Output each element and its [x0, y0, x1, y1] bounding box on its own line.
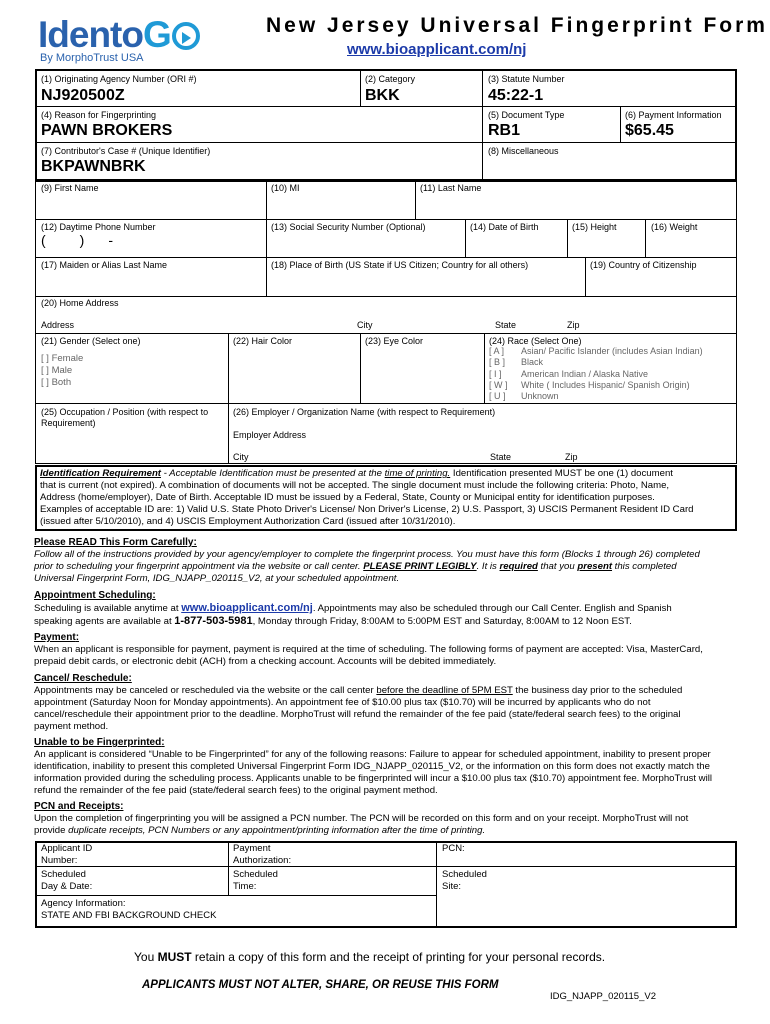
agency-information-label: Agency Information: STATE AND FBI BACKGROUND CHECK — [41, 898, 217, 921]
idento-go-logo — [38, 14, 200, 56]
appointment-scheduling-text: Scheduling is available anytime at www.bioapplicant.com/nj. Appointments may also be scheduled through our Call Center. English and Spanish speaking agents are available at 1-877-503-5981, Monday through Friday, 8:00AM to 5:00PM EST and Saturday, 8:00AM to 12 Noon EST. — [34, 602, 672, 627]
read-carefully-heading: Please READ This Form Carefully: — [34, 537, 197, 548]
logo-arrow-icon — [172, 22, 200, 50]
ori-value[interactable]: NJ920500Z — [41, 87, 125, 104]
appointment-scheduling-heading: Appointment Scheduling: — [34, 590, 156, 601]
pcn-label: PCN: — [442, 843, 465, 854]
race-option-a[interactable]: [ A ] Asian/ Pacific Islander (includes Asian Indian) — [489, 346, 703, 356]
pcn-receipts-text: Upon the completion of fingerprinting you will be assigned a PCN number. The PCN will be recorded on this form and on your receipt. MorphoTrust will not provide duplicate receipts, PCN Numbers or any appointment/printing information after the time of printing. — [34, 813, 689, 836]
employer-label: (26) Employer / Organization Name (with respect to Requirement) — [233, 407, 496, 417]
identification-requirement-text: Identification Requirement - Acceptable Identification must be presented at the time of printing. Identification presented MUST be one (1) document that is current (not expired). A combination of documents will not be accepted. The single document must include the following criteria: Photo, Name, Address (home/employer), Date of Birth. Acceptable ID must be issued by a Federal, State, County or Municipal entity for identification purposes. Examples of acceptable ID are: 1) Valid U.S. State Photo Driver's License/ Non Driver's License, 2) U.S. Passport, 3) USCIS Permanent Resident ID Card (issued after 5/10/2010), and 4) USCIS Employment Authorization Card (issued after 10/31/2010). — [40, 468, 694, 527]
phone-close-paren: ) — [79, 232, 85, 248]
occupation-label-1: (25) Occupation / Position (with respect to — [41, 407, 209, 417]
unable-fingerprinted-text: An applicant is considered “Unable to be Fingerprinted” for any of the following reasons: Failure to appear for scheduled appointment, inability to present proper identification, inability to present this completed Universal Fingerprint Form IDG_NJAPP_020115_V2, or the information on this form does not exactly match the information provided during the scheduling process. Applicants unable to be fingerprinted will incur a $10.00 plus tax ($10.70) appointment fee. MorphoTrust will refund the remainder of the fee paid (state/federal search fees) to the original payment method. — [34, 749, 712, 796]
gender-female-checkbox[interactable]: [ ] — [41, 353, 49, 364]
reason-label: (4) Reason for Fingerprinting — [41, 110, 157, 120]
home-address-city-label: City — [357, 320, 373, 330]
form-id: IDG_NJAPP_020115_V2 — [550, 991, 656, 1002]
first-name-label: (9) First Name — [41, 183, 99, 193]
eye-color-label: (23) Eye Color — [365, 336, 424, 346]
employer-state-label: State — [490, 452, 512, 462]
phone-label: (12) Daytime Phone Number — [41, 222, 156, 232]
last-name-label: (11) Last Name — [420, 183, 482, 193]
contributor-case-label: (7) Contributor's Case # (Unique Identifier) — [41, 146, 211, 156]
home-address-state-label: State — [495, 320, 517, 330]
document-type-label: (5) Document Type — [488, 110, 565, 120]
logo-text-idento: Idento — [38, 14, 143, 55]
call-center-phone: 1-877-503-5981 — [174, 615, 253, 627]
scheduled-date-label: Scheduled Day & Date: — [41, 869, 93, 892]
employer-city-label: City — [233, 452, 249, 462]
race-option-b[interactable]: [ B ] Black — [489, 357, 544, 368]
logo-text-g: G — [142, 14, 171, 55]
payment-info-value[interactable]: $65.45 — [625, 122, 674, 139]
pcn-receipts-heading: PCN and Receipts: — [34, 801, 124, 812]
hair-color-label: (22) Hair Color — [233, 336, 293, 346]
citizenship-label: (19) Country of Citizenship — [590, 260, 697, 270]
payment-authorization-label: Payment Authorization: — [233, 843, 292, 866]
gender-option-female[interactable]: [ ] Female — [41, 353, 84, 364]
payment-text: When an applicant is responsible for payment, payment is required at the time of scheduling. The following forms of payment are accepted: Visa, MasterCard, prepaid debit cards, or electronic debit (ACH) from a checking account. Accounts will be debited immediately. — [34, 644, 703, 667]
home-address-zip-label: Zip — [567, 320, 580, 330]
maiden-name-label: (17) Maiden or Alias Last Name — [41, 260, 168, 270]
middle-initial-label: (10) MI — [271, 183, 300, 193]
gender-male-checkbox[interactable]: [ ] — [41, 365, 49, 376]
home-address-street-label: Address — [41, 320, 75, 330]
phone-input[interactable] — [41, 232, 113, 248]
cancel-reschedule-heading: Cancel/ Reschedule: — [34, 673, 132, 684]
height-label: (15) Height — [572, 222, 617, 232]
phone-open-paren: ( — [41, 232, 46, 248]
document-type-value[interactable]: RB1 — [488, 122, 521, 139]
phone-dash: - — [108, 232, 114, 248]
statute-label: (3) Statute Number — [488, 74, 565, 84]
race-option-w[interactable]: [ W ] White ( Includes Hispanic/ Spanish Origin) — [489, 379, 690, 390]
miscellaneous-label: (8) Miscellaneous — [488, 146, 559, 156]
form-title: New Jersey Universal Fingerprint Form — [266, 14, 768, 37]
contributor-case-value[interactable]: BKPAWNBRK — [41, 158, 146, 175]
retain-copy-notice: You MUST retain a copy of this form and the receipt of printing for your personal records. — [134, 950, 606, 964]
payment-heading: Payment: — [34, 632, 80, 643]
race-option-u[interactable]: [ U ] Unknown — [489, 391, 559, 402]
payment-info-label: (6) Payment Information — [625, 110, 722, 120]
scheduled-site-label: Scheduled Site: — [442, 869, 487, 892]
read-carefully-text: Follow all of the instructions provided by your agency/employer to complete the fingerprint process. You must have this form (Blocks 1 through 26) completed prior to scheduling your fingerprint appointment via the website or call center. PLEASE PRINT LEGIBLY. It is required that you present this completed Universal Fingerprint Form, IDG_NJAPP_020115_V2, at your scheduled appointment. — [34, 549, 700, 584]
category-label: (2) Category — [365, 74, 416, 84]
unable-fingerprinted-heading: Unable to be Fingerprinted: — [34, 737, 165, 748]
place-of-birth-label: (18) Place of Birth (US State if US Citizen; Country for all others) — [271, 260, 529, 270]
race-options — [489, 346, 703, 402]
cancel-reschedule-text: Appointments may be canceled or rescheduled via the website or the call center before the deadline of 5PM EST the business day prior to the scheduled appointment (Saturday Noon for Monday appointments). An appointment fee of $10.00 plus tax ($10.70) will be incurred by applicants who do not cancel/reschedule their appointment prior to the deadline. MorphoTrust will refund the remainder of the fee paid (state/federal search fees) to the original payment method. — [34, 685, 683, 732]
dob-label: (14) Date of Birth — [470, 222, 539, 232]
employer-zip-label: Zip — [565, 452, 578, 462]
scheduled-time-label: Scheduled Time: — [233, 869, 278, 892]
race-label: (24) Race (Select One) — [489, 336, 582, 346]
form-url-link[interactable]: www.bioapplicant.com/nj — [347, 41, 527, 58]
scheduling-url-link[interactable]: www.bioapplicant.com/nj — [181, 602, 313, 614]
occupation-label-2: Requirement) — [41, 418, 96, 428]
reason-value[interactable]: PAWN BROKERS — [41, 122, 173, 139]
no-alter-warning: APPLICANTS MUST NOT ALTER, SHARE, OR REUSE THIS FORM — [142, 979, 499, 991]
applicant-id-label: Applicant ID Number: — [41, 843, 93, 866]
gender-label: (21) Gender (Select one) — [41, 336, 141, 346]
gender-both-checkbox[interactable]: [ ] — [41, 377, 49, 388]
race-option-i[interactable]: [ I ] American Indian / Alaska Native — [489, 368, 649, 379]
gender-option-male[interactable]: [ ] Male — [41, 365, 73, 376]
home-address-label: (20) Home Address — [41, 298, 119, 308]
statute-value[interactable]: 45:22-1 — [488, 87, 544, 104]
employer-address-label: Employer Address — [233, 430, 307, 440]
ori-label: (1) Originating Agency Number (ORI #) — [41, 74, 197, 84]
gender-option-both[interactable]: [ ] Both — [41, 377, 72, 388]
weight-label: (16) Weight — [651, 222, 698, 232]
ssn-label: (13) Social Security Number (Optional) — [271, 222, 426, 232]
category-value[interactable]: BKK — [365, 87, 400, 104]
id-requirement-heading: Identification Requirement — [40, 468, 161, 479]
logo-tagline: By MorphoTrust USA — [40, 52, 144, 64]
